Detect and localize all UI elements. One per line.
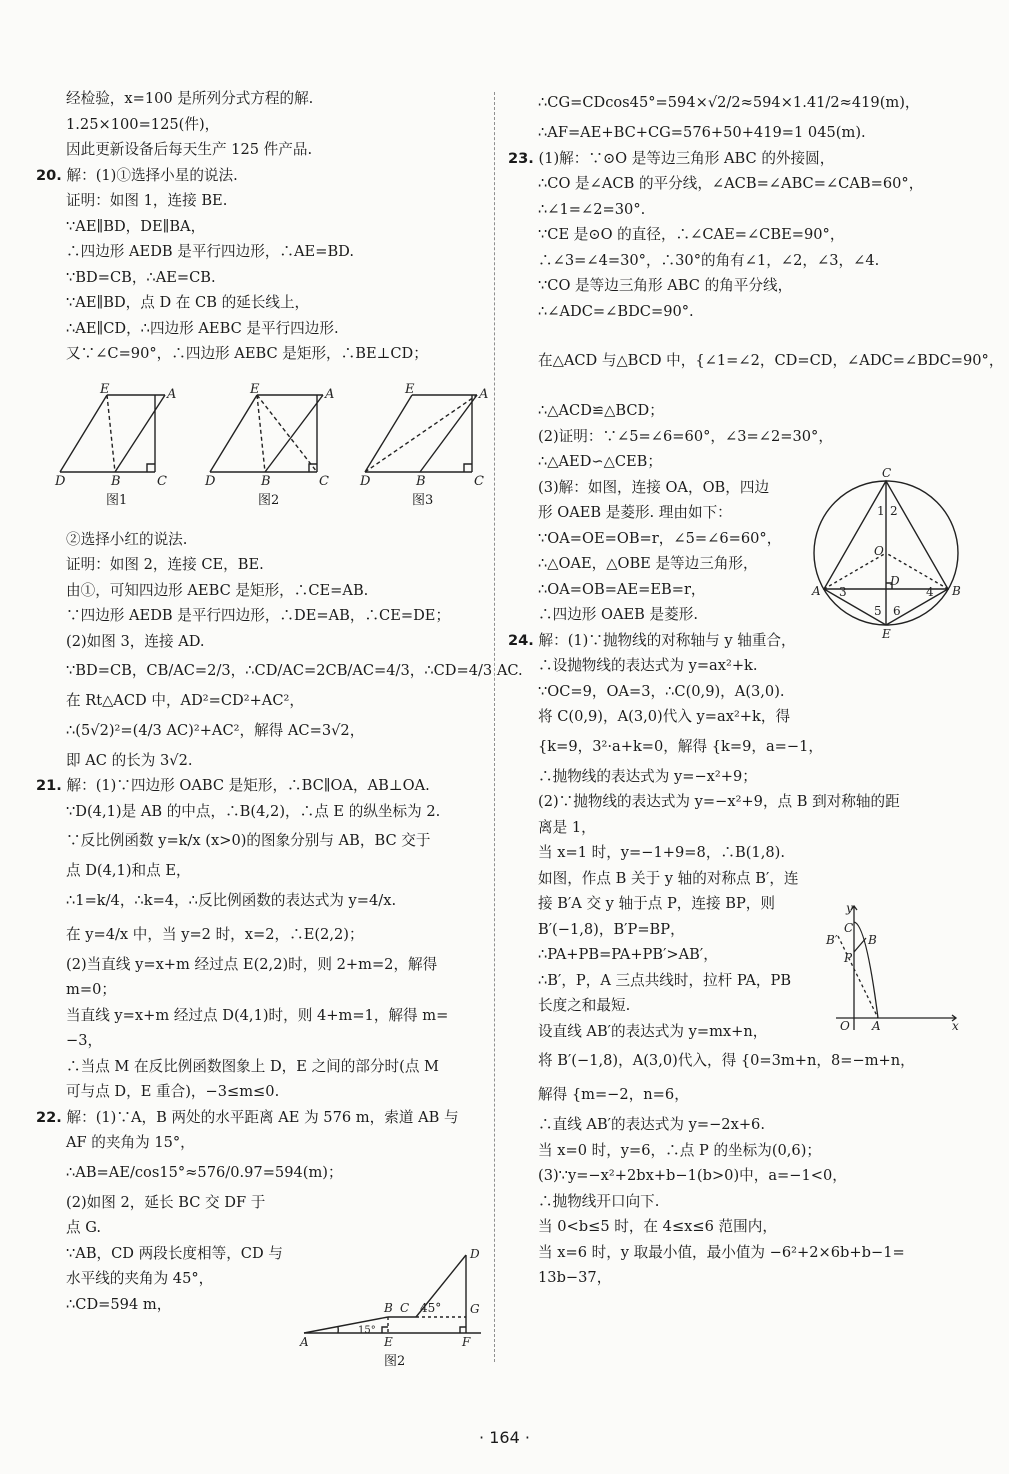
text-line: ∴AE∥CD，∴四边形 AEBC 是平行四边形. (66, 319, 339, 337)
text-line: ∴CG=CDcos45°=594×√2/2≈594×1.41/2≈419(m)， (538, 94, 920, 111)
text-line: ∵D(4,1)是 AB 的中点，∴B(4,2)，∴点 E 的纵坐标为 2. (66, 802, 441, 820)
text-line: (3)解：如图，连接 OA，OB，四边 (538, 478, 770, 496)
text-line: 由①，可知四边形 AEBC 是矩形，∴CE=AB. (66, 581, 369, 599)
fig-label: E (384, 1335, 393, 1349)
fig-label: F (462, 1335, 471, 1349)
text-line: 当 x=6 时，y 取最小值，最小值为 −6²+2×6b+b−1= (538, 1243, 905, 1261)
fig-label-D: D (55, 474, 66, 489)
fig-label: 15° (358, 1325, 376, 1336)
text-line: 设直线 AB′的表达式为 y=mx+n， (538, 1022, 768, 1040)
question-24-first-line: 24. 解：(1)∵抛物线的对称轴与 y 轴重合， (508, 631, 796, 649)
text-line: ∵OA=OE=OB=r，∠5=∠6=60°， (538, 529, 782, 547)
text-line: ∴△AED∽△CEB； (538, 453, 662, 470)
question-number: 21. (36, 777, 62, 794)
fig-caption: 图2 (384, 1354, 406, 1369)
fig-label: C (400, 1301, 410, 1315)
fig-label: y (846, 901, 853, 915)
question-20-first-line: 20. 解：(1)①选择小星的说法. (36, 166, 238, 184)
fig-label-B: B (416, 474, 426, 489)
text-line: 在△ACD 与△BCD 中，{∠1=∠2，CD=CD，∠ADC=∠BDC=90°， (538, 352, 1004, 369)
fig-label: A (872, 1019, 881, 1033)
figure-1 (60, 395, 165, 472)
fig-label-D: D (360, 474, 371, 489)
text-line: ∵CO 是等边三角形 ABC 的角平分线， (538, 277, 793, 294)
fig-label: A (812, 584, 821, 598)
question-number: 20. (36, 166, 62, 184)
text-line: m=0； (66, 981, 116, 998)
fig-label-A: A (325, 387, 335, 402)
fig-label: 2 (890, 504, 898, 518)
fig-label: x (952, 1019, 959, 1033)
text-line: 1.25×100=125(件)， (66, 115, 220, 133)
text-line: 因此更新设备后每天生产 125 件产品. (66, 141, 313, 158)
text-line: (2)∵抛物线的表达式为 y=−x²+9，点 B 到对称轴的距 (538, 793, 900, 810)
text-line: ∴设抛物线的表达式为 y=ax²+k. (538, 657, 758, 674)
fig-caption: 图2 (258, 493, 280, 508)
text-line: ∴CD=594 m， (66, 1295, 172, 1313)
fig-label: 5 (874, 604, 882, 618)
figure-3 (365, 395, 477, 472)
text-line: {k=9，3²·a+k=0，解得 {k=9，a=−1， (538, 737, 823, 755)
fig-label: 4 (926, 585, 934, 599)
text-line: 将 C(0,9)，A(3,0)代入 y=ax²+k，得 (538, 708, 791, 725)
fig-label: 1 (877, 504, 885, 518)
fig-label: 3 (839, 585, 847, 599)
column-divider (494, 92, 495, 1362)
page-number: · 164 · (479, 1428, 530, 1447)
text-line: ∴∠ADC=∠BDC=90°. (538, 302, 694, 320)
text-line: 接 B′A 交 y 轴于点 P，连接 BP，则 (538, 895, 775, 912)
text-line: 如图，作点 B 关于 y 轴的对称点 B′，连 (538, 869, 799, 887)
text-line: ∵四边形 AEDB 是平行四边形，∴DE=AB，∴CE=DE； (66, 607, 451, 624)
text-line: (2)如图 2，延长 BC 交 DF 于 (66, 1193, 266, 1211)
fig-label: E (882, 627, 891, 641)
question-number: 24. (508, 631, 534, 649)
fig-label-C: C (157, 474, 167, 489)
text-line: ∴抛物线开口向下. (538, 1192, 660, 1210)
text-line: 当 x=0 时，y=6，∴点 P 的坐标为(0,6)； (538, 1141, 822, 1159)
text-line: 点 D(4,1)和点 E， (66, 862, 191, 879)
text-line: ∴AF=AE+BC+CG=576+50+419=1 045(m). (538, 124, 866, 141)
q24-figure (824, 900, 966, 1035)
text-line: ∴AB=AE/cos15°≈576/0.97=594(m)； (66, 1163, 343, 1181)
text-line: ∴四边形 OAEB 是菱形. (538, 606, 698, 623)
text-line: ∴(5√2)²=(4/3 AC)²+AC²，解得 AC=3√2， (66, 721, 365, 739)
text-line: ∴△ACD≌△BCD； (538, 402, 664, 419)
fig-label-D: D (205, 474, 216, 489)
fig-label-C: C (474, 474, 484, 489)
text-line: (2)如图 3，连接 AD. (66, 632, 205, 650)
text-line: ∴CO 是∠ACB 的平分线，∠ACB=∠ABC=∠CAB=60°， (538, 175, 924, 192)
question-22-first-line: 22. 解：(1)∵A，B 两处的水平距离 AE 为 576 m，索道 AB 与 (36, 1108, 459, 1126)
text-line: (2)当直线 y=x+m 经过点 E(2,2)时，则 2+m=2，解得 (66, 955, 438, 973)
fig-label-A: A (479, 387, 489, 402)
text-line: 证明：如图 2，连接 CE，BE. (66, 556, 264, 573)
text-line: ∵CE 是⊙O 的直径，∴∠CAE=∠CBE=90°， (538, 226, 845, 243)
fig-label: B (952, 584, 961, 598)
fig-label: P (844, 951, 853, 965)
question-21-first-line: 21. 解：(1)∵四边形 OABC 是矩形，∴BC∥OA，AB⊥OA. (36, 777, 430, 794)
text-line: 水平线的夹角为 45°， (66, 1270, 214, 1287)
fig-label: D (470, 1247, 480, 1261)
text-line: 离是 1， (538, 818, 596, 836)
text-line: (3)∵y=−x²+2bx+b−1(b>0)中，a=−1<0， (538, 1167, 847, 1184)
fig-label-B: B (261, 474, 271, 489)
text-line: 又∵∠C=90°，∴四边形 AEBC 是矩形，∴BE⊥CD； (66, 345, 428, 362)
text-line: ∵反比例函数 y=k/x (x>0)的图象分别与 AB，BC 交于 (66, 832, 431, 849)
q23-figure (806, 465, 976, 643)
fig-label: 6 (893, 604, 901, 618)
text-line: 证明：如图 1，连接 BE. (66, 192, 228, 209)
text-line: 将 B′(−1,8)，A(3,0)代入，得 {0=3m+n，8=−m+n， (538, 1052, 915, 1069)
text-line: 在 Rt△ACD 中，AD²=CD²+AC²， (66, 692, 304, 709)
fig-label: O (840, 1019, 850, 1033)
text-line: 长度之和最短. (538, 997, 631, 1014)
text-line: 形 OAEB 是菱形. 理由如下： (538, 504, 732, 521)
text-line: ∴四边形 AEDB 是平行四边形，∴AE=BD. (66, 243, 354, 260)
text-line: 经检验，x=100 是所列分式方程的解. (66, 90, 314, 107)
text-line: ∵BD=CB，∴AE=CB. (66, 268, 216, 286)
fig-caption: 图3 (412, 493, 434, 508)
text-line: 可与点 D，E 重合)，−3≤m≤0. (66, 1083, 280, 1100)
text-line: ∵BD=CB，CB/AC=2/3，∴CD/AC=2CB/AC=4/3，∴CD=4/3 AC. (66, 662, 523, 679)
fig-label: 45° (420, 1301, 442, 1315)
text-line: ∴∠1=∠2=30°. (538, 200, 646, 218)
text-line: (2)证明：∵∠5=∠6=60°，∠3=∠2=30°， (538, 427, 833, 445)
fig-label: C (882, 466, 892, 480)
text-line: ∴直线 AB′的表达式为 y=−2x+6. (538, 1116, 765, 1133)
text-line: ∵OC=9，OA=3，∴C(0,9)，A(3,0). (538, 682, 785, 700)
fig-label: A (300, 1335, 309, 1349)
left-column (36, 86, 523, 1317)
text-line: 13b−37， (538, 1269, 612, 1286)
text-line: ②选择小红的说法. (66, 530, 188, 548)
fig-caption: 图1 (106, 493, 128, 508)
text-line: 在 y=4/x 中，当 y=2 时，x=2，∴E(2,2)； (66, 925, 364, 943)
text-line: B′(−1,8)，B′P=BP， (538, 920, 685, 938)
fig-label-A: A (167, 387, 177, 402)
fig-label: B (384, 1301, 393, 1315)
fig-label: D (890, 574, 900, 588)
fig-label-E: E (100, 382, 110, 397)
text-line: ∴PA+PB=PA+PB′>AB′， (538, 946, 718, 963)
fig-label: C (844, 921, 854, 935)
text-line: 即 AC 的长为 3√2. (66, 751, 193, 769)
text-line: ∵AE∥BD，点 D 在 CB 的延长线上， (66, 294, 310, 311)
fig-label-E: E (405, 382, 415, 397)
text-line: 当 0<b≤5 时，在 4≤x≤6 范围内， (538, 1218, 777, 1235)
fig-label: B′ (826, 933, 838, 947)
text-line: ∵AB，CD 两段长度相等，CD 与 (66, 1244, 283, 1262)
text-line: −3， (66, 1032, 103, 1049)
q22-figure (296, 1245, 491, 1350)
fig-label-C: C (319, 474, 329, 489)
text-line: 解得 {m=−2，n=6， (538, 1086, 689, 1103)
text-line: 当直线 y=x+m 经过点 D(4,1)时，则 4+m=1，解得 m= (66, 1006, 449, 1024)
figure-2 (210, 395, 323, 472)
fig-label-E: E (250, 382, 260, 397)
fig-label: O (874, 544, 884, 558)
text-line: ∴B′，P，A 三点共线时，拉杆 PA，PB (538, 971, 792, 989)
fig-label-B: B (111, 474, 121, 489)
text-line: ∴抛物线的表达式为 y=−x²+9； (538, 767, 757, 785)
question-number: 23. (508, 149, 534, 167)
text-line: ∴当点 M 在反比例函数图象上 D，E 之间的部分时(点 M (66, 1057, 440, 1075)
text-line: AF 的夹角为 15°， (66, 1134, 195, 1151)
text-line: ∴△OAE，△OBE 是等边三角形， (538, 555, 758, 572)
text-line: ∴1=k/4，∴k=4，∴反比例函数的表达式为 y=4/x. (66, 891, 397, 909)
right-column (508, 86, 1004, 1291)
text-line: ∵AE∥BD，DE∥BA， (66, 217, 206, 235)
text-line: 当 x=1 时，y=−1+9=8，∴B(1,8). (538, 844, 785, 861)
question-number: 22. (36, 1108, 62, 1126)
fig-label: B (868, 933, 877, 947)
text-line: 点 G. (66, 1219, 102, 1236)
question-23-first-line: 23. (1)解：∵⊙O 是等边三角形 ABC 的外接圆， (508, 149, 835, 167)
fig-label: G (470, 1302, 480, 1316)
text-line: ∴∠3=∠4=30°，∴30°的角有∠1，∠2，∠3，∠4. (538, 251, 880, 269)
text-line: ∴OA=OB=AE=EB=r， (538, 580, 706, 598)
